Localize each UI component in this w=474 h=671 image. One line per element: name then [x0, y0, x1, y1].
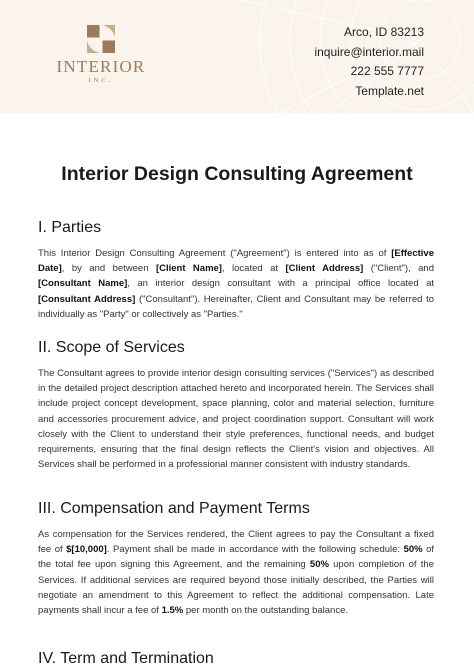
logo-subtitle: INC.: [88, 77, 114, 84]
text-run: This Interior Design Consulting Agreement ("Agreement") is entered into as of: [38, 248, 392, 259]
section-heading-parties: I. Parties: [38, 219, 102, 236]
section-body-compensation: [38, 527, 434, 618]
section-heading-scope: II. Scope of Services: [38, 339, 185, 356]
section-body-parties: [38, 246, 434, 322]
contact-info: [314, 23, 424, 101]
bold-text-run: [Consultant Address]: [38, 293, 136, 305]
letterhead: [0, 0, 474, 113]
bold-text-run: $[10,000]: [66, 544, 107, 556]
logo-name: INTERIOR: [56, 57, 146, 76]
bold-text-run: [Effective Date]: [38, 248, 434, 275]
section-heading-compensation: III. Compensation and Payment Terms: [38, 500, 310, 517]
text-run: , an interior design consultant with a principal office located at: [127, 278, 434, 290]
bold-text-run: 50%: [403, 544, 423, 556]
contact-phone: 222 555 7777: [350, 64, 424, 78]
text-run: upon completion of the Services. If additional services are required beyond those initially described, the Parties will negotiate an amendment to this Agreement to reflect the additional compensation. Late payments shall incur a fee of: [38, 559, 434, 617]
text-run: ("Consultant"). Hereinafter, Client and Consultant may be referred to individually as "Party" or collectively as "Parties.": [38, 293, 435, 320]
bold-text-run: [Client Name]: [155, 263, 222, 275]
document-title: Interior Design Consulting Agreement: [61, 163, 413, 185]
contact-website: Template.net: [355, 83, 424, 98]
section-heading-term: IV. Term and Termination: [38, 650, 214, 667]
bold-text-run: 1.5%: [161, 605, 184, 617]
bold-text-run: [Consultant Name]: [38, 278, 128, 290]
contact-email: inquire@interior.mail: [314, 44, 424, 59]
text-run: , by and between: [61, 263, 156, 275]
text-run: per month on the outstanding balance.: [183, 605, 349, 617]
section-body-scope: [38, 366, 434, 472]
company-logo: [46, 25, 156, 84]
contact-address: Arco, ID 83213: [343, 25, 424, 39]
bold-text-run: 50%: [309, 559, 329, 571]
text-run: As compensation for the Services rendered, the Client agrees to pay the Consultant a fixed fee of: [38, 529, 434, 556]
text-run: The Consultant agrees to provide interior design consulting services ("Services") as described in the detailed project description attached hereto and incorporated herein. The Services shall include project concept development, space planning, color and material selection, furniture and accessories procurement advice, and project coordination support. Consultant will work closely with the Client to understand their style preferences, functional needs, and budget requirements, ensuring that the final design reflects the Client's vision and objectives. All Services shall be performed in a professional manner consistent with industry standards.: [38, 368, 434, 471]
bold-text-run: [Client Address]: [285, 263, 364, 275]
text-run: . Payment shall be made in accordance with the following schedule:: [106, 544, 404, 556]
text-run: of the total fee upon signing this Agreement, and the remaining: [38, 544, 435, 571]
text-run: , located at: [221, 263, 286, 275]
text-run: ("Client"), and: [363, 263, 434, 275]
logo-mark-icon: [87, 25, 115, 53]
